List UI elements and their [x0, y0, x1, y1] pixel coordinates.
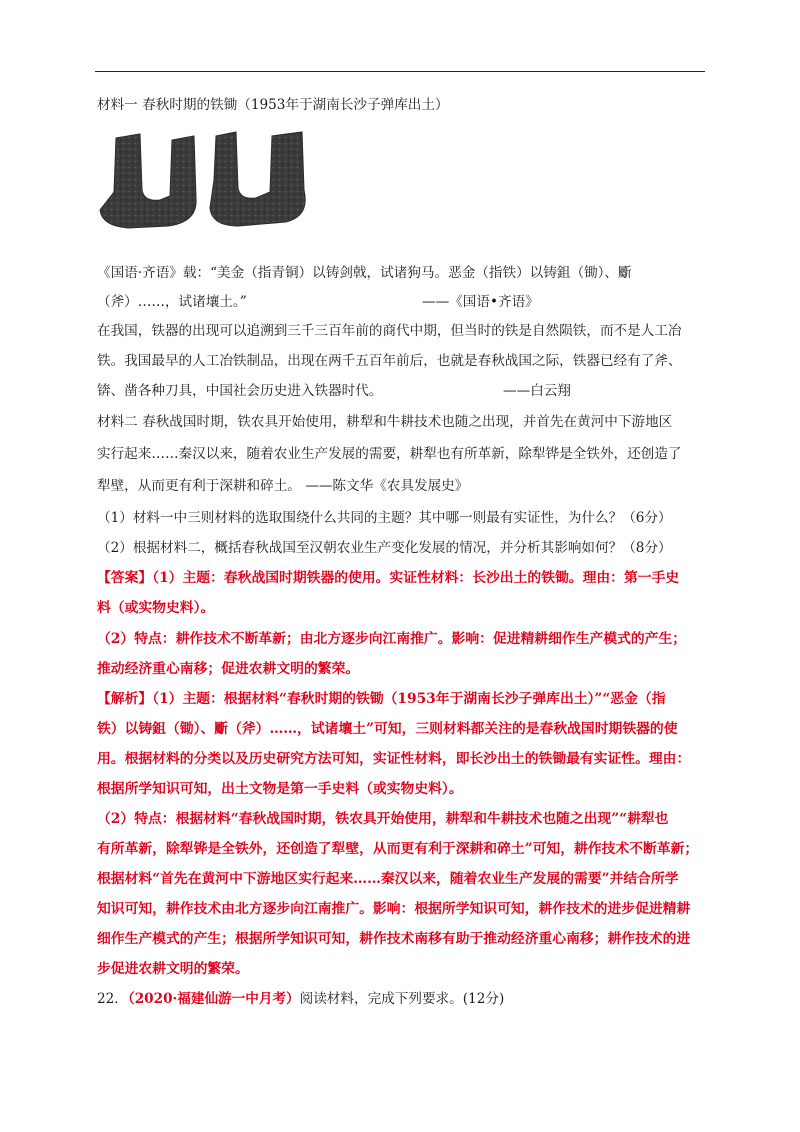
- analysis-line-4: 根据所学知识可知，出土文物是第一手史料（或实物史料）。: [97, 781, 463, 797]
- baiyunxiang-line-2: 铁。我国最早的人工冶铁制品，出现在两千五百年前后，也就是春秋战国之际，铁器已经有了斧、: [97, 353, 682, 369]
- guoyu-line-1: 《国语·齐语》载：“美金（指青铜）以铸剑戟，试诸狗马。恶金（指铁）以铸鉏（锄）、斸: [97, 265, 632, 281]
- analysis-line-6: 有所革新，除犁铧是全铁外，还创造了犁壁，从而更有利于深耕和碎土”可知，耕作技术不断革新；: [97, 841, 699, 857]
- analysis-line-7: 根据材料“首先在黄河中下游地区实行起来……秦汉以来，随着农业生产发展的需要”并结合所学: [97, 871, 679, 887]
- question-22-text: 阅读材料，完成下列要求。(12分): [299, 991, 505, 1007]
- material2-line-2: 实行起来……秦汉以来，随着农业生产发展的需要，耕犁也有所革新，除犁铧是全铁外，还创造了: [97, 446, 682, 462]
- question-2: （2）根据材料二，概括春秋战国至汉朝农业生产变化发展的情况，并分析其影响如何？（8分）: [97, 540, 672, 556]
- analysis-line-9: 细作生产模式的产生；根据所学知识可知，耕作技术南移有助于推动经济重心南移；耕作技术的进: [97, 931, 691, 947]
- analysis-line-8: 知识可知，耕作技术由北方逐步向江南推广。影响：根据所学知识可知，耕作技术的进步促进精耕: [97, 901, 691, 917]
- material1-heading: 材料一 春秋时期的铁锄（1953年于湖南长沙子弹库出土）: [97, 97, 449, 113]
- question-22-source: （2020·福建仙游一中月考）: [127, 991, 300, 1007]
- question-22: [97, 990, 504, 1008]
- analysis-line-5: （2）特点：根据材料“春秋战国时期，铁农具开始使用，耕犁和牛耕技术也随之出现”“耕犁也: [97, 811, 669, 827]
- baiyunxiang-line-1: 在我国，铁器的出现可以追溯到三千三百年前的商代中期，但当时的铁是自然陨铁，而不是人工冶: [97, 323, 682, 339]
- question-22-number: 22．: [97, 991, 128, 1007]
- analysis-line-2: 铁）以铸鉏（锄）、斸（斧）……，试诸壤土”可知，三则材料都关注的是春秋战国时期铁器的使: [97, 721, 678, 737]
- analysis-line-1: 【解析】（1）主题：根据材料“春秋时期的铁锄（1953年于湖南长沙子弹库出土）”“恶金（指: [97, 691, 666, 707]
- header-rule: [95, 71, 705, 72]
- baiyunxiang-line-3: 锛、凿各种刀具，中国社会历史进入铁器时代。: [97, 383, 383, 399]
- iron-hoe-left: [100, 134, 196, 228]
- answer-line-3: （2）特点：耕作技术不断革新；由北方逐步向江南推广。影响：促进精耕细作生产模式的产生；: [97, 631, 687, 647]
- material2-line-3: 犁壁，从而更有利于深耕和碎土。 ——陈文华《农具发展史》: [97, 478, 469, 494]
- guoyu-citation: ——《国语•齐语》: [422, 294, 539, 310]
- baiyunxiang-citation: ——白云翔: [503, 383, 571, 399]
- question-1: （1）材料一中三则材料的选取围绕什么共同的主题？其中哪一则最有实证性，为什么？（6分）: [97, 510, 672, 526]
- answer-line-4: 推动经济重心南移；促进农耕文明的繁荣。: [97, 661, 360, 677]
- iron-hoe-photo: [98, 130, 328, 230]
- material2-line-1: 材料二 春秋战国时期，铁农具开始使用，耕犁和牛耕技术也随之出现，并首先在黄河中下游地区: [97, 414, 673, 430]
- analysis-line-3: 用。根据材料的分类以及历史研究方法可知，实证性材料，即长沙出土的铁锄最有实证性。理由：: [97, 751, 691, 767]
- guoyu-line-2: （斧）……，试诸壤土。”: [97, 294, 247, 310]
- answer-line-2: 料（或实物史料）。: [97, 600, 215, 616]
- iron-hoe-right: [210, 132, 305, 226]
- analysis-line-10: 步促进农耕文明的繁荣。: [97, 961, 249, 977]
- answer-line-1: 【答案】（1）主题：春秋战国时期铁器的使用。实证性材料：长沙出土的铁锄。理由：第一手史: [97, 570, 680, 586]
